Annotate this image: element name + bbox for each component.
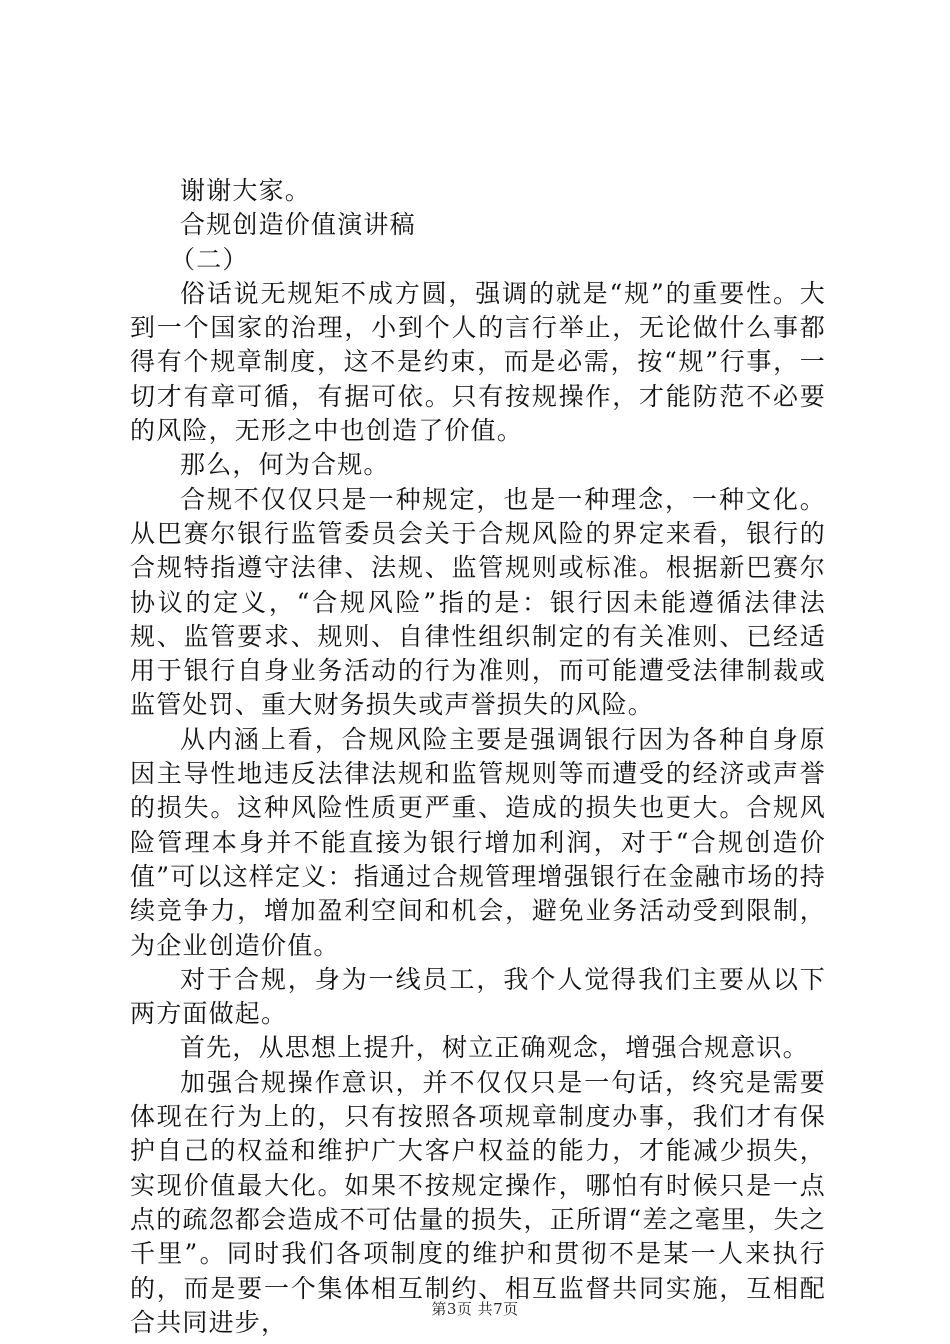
paragraph-question: 那么，何为合规。 — [180, 450, 390, 480]
paragraph-connotation: 从内涵上看，合规风险主要是强调银行因为各种自身原因主导性地违反法律法规和监管规则等而遭受的经济或声誉的损失。这种风险性质更严重、造成的损失也更大。合规风险管理本身并不能直接为银行增加利润，对于“合规创造价值”可以这样定义：指通过合规管理增强银行在金融市场的持续竞争力，增加盈利空间和机会，避免业务活动受到限制，为企业创造价值。 — [130, 724, 826, 960]
section-number: （二） — [170, 244, 249, 274]
paragraph-definition: 合规不仅仅只是一种规定，也是一种理念，一种文化。从巴赛尔银行监管委员会关于合规风险的界定来看，银行的合规特指遵守法律、法规、监管规则或标准。根据新巴赛尔协议的定义，“合规风险”指的是：银行因未能遵循法律法规、监管要求、规则、自律性组织制定的有关准则、已经适用于银行自身业务活动的行为准则，而可能遭受法律制裁或监管处罚、重大财务损失或声誉损失的风险。 — [130, 484, 826, 720]
closing-line: 谢谢大家。 — [180, 176, 312, 205]
paragraph-first-point: 首先，从思想上提升，树立正确观念，增强合规意识。 — [180, 1033, 809, 1063]
paragraph-awareness: 加强合规操作意识，并不仅仅只是一句话，终究是需要体现在行为上的，只有按照各项规章制度办事，我们才有保护自己的权益和维护广大客户权益的能力，才能减少损失，实现价值最大化。如果不按规定操作，哪怕有时候只是一点点的疏忽都会造成不可估量的损失，正所谓“差之毫里，失之千里”。同时我们各项制度的维护和贯彻不是某一人来执行的，而是要一个集体相互制约、相互监督共同实施，互相配合共同进步， — [130, 1067, 826, 1337]
document-body — [130, 174, 826, 1340]
paragraph-intro: 俗话说无规矩不成方圆，强调的就是“规”的重要性。大到一个国家的治理，小到个人的言行举止，无论做什么事都得有个规章制度，这不是约束，而是必需，按“规”行事，一切才有章可循，有据可依。只有按规操作，才能防范不必要的风险，无形之中也创造了价值。 — [130, 278, 826, 446]
page-number-footer: 第3页 共7页 — [431, 1300, 519, 1318]
section-title: 合规创造价值演讲稿 — [180, 210, 416, 240]
paragraph-approach: 对于合规，身为一线员工，我个人觉得我们主要从以下两方面做起。 — [130, 964, 826, 1029]
